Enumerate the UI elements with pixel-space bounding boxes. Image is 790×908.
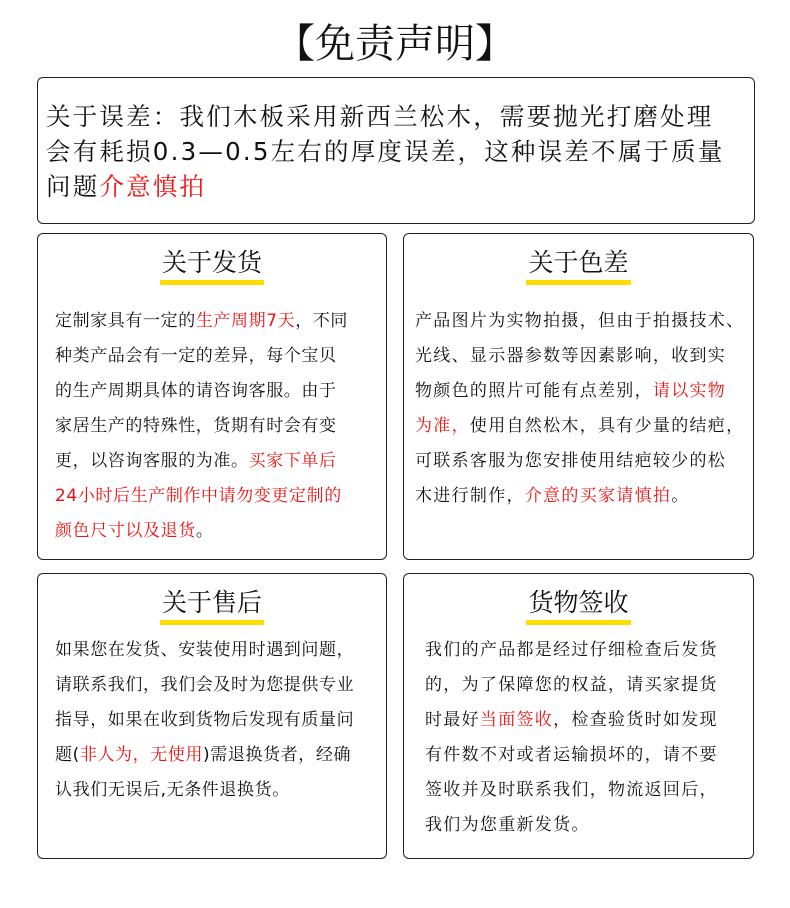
text-line [415,376,726,401]
body-text: 我们的产品都是经过仔细检查后发货 [425,640,718,660]
body-text: 定制家具有一定的 [55,311,196,331]
highlight-text: 当面签收 [479,710,554,730]
highlight-text: 非人为，无使用 [79,745,204,765]
text-line [415,446,726,471]
text-line [415,306,744,331]
text-line [55,446,337,471]
page-title: 【免责声明】 [275,21,515,67]
body-text: 有件数不对或者运输损坏的，请不要 [425,745,718,765]
text-line [46,133,725,168]
body-text: 我们为您重新发货。 [425,815,590,835]
highlight-text: 介意的买家请慎拍 [524,486,672,506]
text-line [425,740,718,765]
text-line [55,635,354,660]
text-line [425,810,590,835]
section-heading-text: 货物签收 [526,586,630,625]
body-text: 的生产周期具体的请咨询客服。由于 [55,381,337,401]
text-line [55,705,354,730]
text-line [415,341,726,366]
body-text: ，不同 [295,311,349,331]
section-heading [38,586,386,625]
body-text: 会有耗损0.3—0.5左右的厚度误差，这种误差不属于质量 [46,137,725,166]
text-line [425,775,718,800]
body-text: 物颜色的照片可能有点差别， [415,381,653,401]
text-line [55,740,351,765]
body-text: 使用自然松木，具有少量的结疤， [469,416,745,436]
body-text: 签收并及时联系我们，物流返回后， [425,780,718,800]
text-line [46,98,714,133]
section-heading [38,246,386,285]
text-line [425,670,718,695]
body-text: 如果您在发货、安装使用时遇到问题， [55,640,355,660]
body-text: 问题 [46,172,100,201]
body-text: 时最好 [425,710,480,730]
body-text: 家居生产的特殊性，货期有时会有变 [55,416,337,436]
after-sales-section [37,573,387,859]
highlight-text: 介意慎拍 [99,172,207,201]
text-line [55,516,213,541]
delivery-receipt-section [403,573,754,859]
section-heading [404,246,753,285]
error-disclaimer-box [37,77,755,224]
text-line [46,168,206,203]
body-text: 。 [671,486,690,506]
body-text: 光线、显示器参数等因素影响，收到实 [415,346,727,366]
body-text: 题( [55,745,80,765]
text-line [55,341,337,366]
highlight-text: 生产周期7天 [195,311,296,331]
section-heading [404,586,753,625]
shipping-section [37,233,387,560]
section-heading-text: 关于售后 [160,586,264,625]
color-difference-section [403,233,754,560]
text-line [415,481,690,506]
body-text: 认我们无误后,无条件退换货。 [55,780,290,800]
section-heading-text: 关于色差 [526,246,630,285]
body-text: 关于误差：我们木板采用新西兰松木，需要抛光打磨处理 [46,102,714,131]
text-line [55,411,337,436]
highlight-text: 颜色尺寸以及退货 [55,521,196,541]
text-line [55,306,348,331]
body-text: 种类产品会有一定的差异，每个宝贝 [55,346,337,366]
body-text: 木进行制作， [415,486,525,506]
text-line [425,635,718,660]
text-line [55,376,337,401]
text-line [55,775,290,800]
highlight-text: 请以实物 [652,381,727,401]
text-line [415,411,744,436]
highlight-text: 24小时后生产制作中请勿变更定制的 [55,486,342,506]
body-text: 更，以咨询客服的为准。 [55,451,249,471]
body-text: 请联系我们，我们会及时为您提供专业 [55,675,355,695]
body-text: 。 [195,521,214,541]
body-text: 的，为了保障您的权益，请买家提货 [425,675,718,695]
text-line [55,670,354,695]
body-text: 指导，如果在收到货物后发现有质量问 [55,710,355,730]
text-line [55,481,342,506]
body-text: 可联系客服为您安排使用结疤较少的松 [415,451,727,471]
section-heading-text: 关于发货 [160,246,264,285]
body-text: )需退换货者，经确 [203,745,352,765]
body-text: 产品图片为实物拍摄，但由于拍摄技术、 [415,311,745,331]
highlight-text: 买家下单后 [248,451,337,471]
highlight-text: 为准， [415,416,470,436]
body-text: ，检查验货时如发现 [553,710,718,730]
text-line [425,705,718,730]
